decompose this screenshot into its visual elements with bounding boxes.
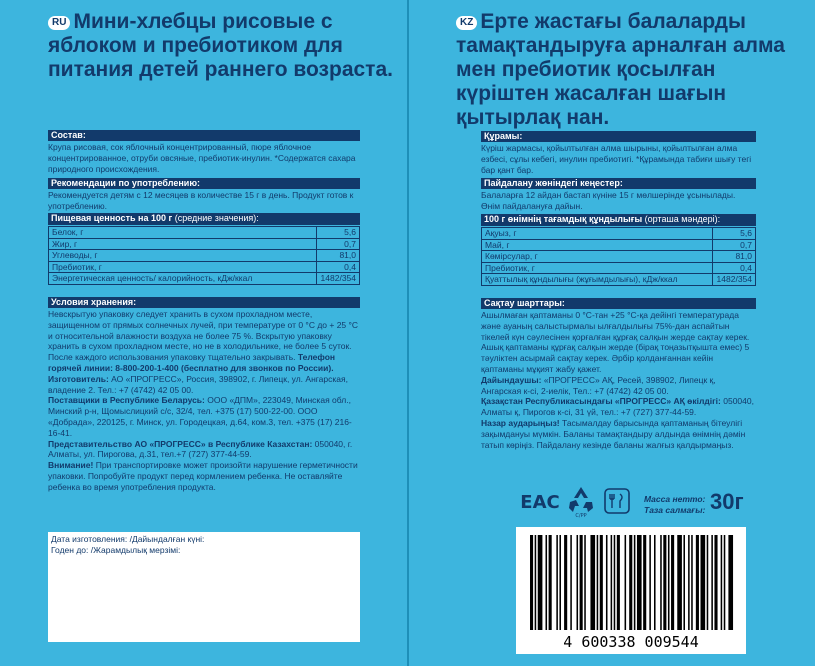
barcode-bar — [625, 535, 627, 630]
barcode-bar — [546, 535, 548, 630]
barcode-number: 4 600338 009544 — [563, 633, 699, 651]
kz-nutrition-header — [481, 214, 756, 226]
kz-producer-label: Дайындаушы: — [481, 374, 542, 385]
ru-nutrient-name: Углеводы, г — [49, 250, 317, 262]
barcode-bar — [688, 535, 690, 630]
ru-title — [48, 10, 398, 82]
mass-label-kz: Таза салмағы: — [644, 505, 706, 515]
barcode-bar — [629, 535, 632, 630]
ru-nutrient-value: 81,0 — [317, 250, 360, 262]
barcode-bar — [714, 535, 717, 630]
kz-nutrient-value: 5,6 — [713, 228, 756, 240]
kz-nutrient-value: 0,4 — [713, 262, 756, 274]
barcode-bar — [614, 535, 616, 630]
barcode-bar — [660, 535, 662, 630]
barcode-bar — [683, 535, 685, 630]
barcode-bar — [590, 535, 595, 630]
barcode-bar — [668, 535, 670, 630]
barcode-bar — [671, 535, 674, 630]
ru-warning-label: Внимание! — [48, 460, 94, 471]
kz-nutrient-name: Май, г — [482, 239, 713, 251]
kz-nutrition-row — [482, 228, 756, 240]
kz-storage-text: Ашылмаған қаптаманы 0 °С-тан +25 °С-қа дейінгі температурада және ауаның салыстырмалы ылғалдылығы 75%-дан аспайтын тікелей күн сәулесінен қорғалған құрғақ салқын жерде сақтау керек. Ашық қаптаманы құрғақ салқын жерде (бірақ тоңазытқышта емес) 5 тәуліктен асырмай сақтау керек. Әрбір қолданғаннан кейін қаптаманы мұқият жабу қажет. — [481, 310, 750, 374]
barcode-bar — [637, 535, 642, 630]
barcode-bar — [649, 535, 651, 630]
ru-nutrition-row — [49, 227, 360, 239]
ru-storage-text: Невскрытую упаковку следует хранить в сухом прохладном месте, защищенном от прямых солнечных лучей, при температуре от 0 °С до + 25 °С и относительной влажности воздуха не более 75 %. Вскрытую упаковку хранить в сухом прохладном месте, но не в холодильнике, не более 5 суток. После каждого использования упаковку тщательно закрывать. — [48, 309, 359, 363]
ru-composition-text: Крупа рисовая, сок яблочный концентрированный, пюре яблочное концентрированное, отруби овсяные, пребиотик-инулин. *Содержатся сахара природного происхождения. — [48, 142, 356, 174]
barcode-bar — [584, 535, 586, 630]
ru-storage-block — [48, 309, 360, 493]
barcode — [516, 527, 746, 654]
barcode-bar — [728, 535, 733, 630]
ru-nutrition-header — [48, 213, 360, 225]
barcode-bar — [691, 535, 693, 630]
kz-nutrient-name: Ақуыз, г — [482, 228, 713, 240]
barcode-bar — [654, 535, 656, 630]
ru-nutrition-table — [48, 226, 360, 285]
barcode-bar — [549, 535, 552, 630]
kz-nutrient-name: Пребиотик, г — [482, 262, 713, 274]
ru-hotline: Телефон горячей линии: 8-800-200-1-400 (бесплатно для звонков по России). — [48, 352, 336, 373]
ru-usage-header: Рекомендации по употреблению: — [48, 178, 360, 189]
barcode-bar — [677, 535, 682, 630]
barcode-bar — [556, 535, 558, 630]
ru-nutrition-row — [49, 250, 360, 262]
barcode-graphic — [516, 527, 746, 654]
kz-title — [456, 10, 806, 130]
barcode-bar — [711, 535, 713, 630]
barcode-bar — [707, 535, 709, 630]
ru-nutrition-title: Пищевая ценность на 100 г — [51, 213, 173, 223]
barcode-bar — [577, 535, 579, 630]
kz-nutrient-value: 81,0 — [713, 251, 756, 263]
kz-warning-label: Назар аударыңыз! — [481, 417, 560, 428]
kz-usage-text: Балаларға 12 айдан бастап күніне 15 г мөлшерінде ұсынылады. Өнім пайдалануға дайын. — [481, 190, 736, 211]
kz-rep-label: Қазақстан Республикасындағы «ПРОГРЕСС» АҚ өкілдігі: — [481, 396, 721, 407]
barcode-bar — [538, 535, 543, 630]
ru-usage-text: Рекомендуется детям с 12 месяцев в количестве 15 г в день. Продукт готов к употреблению. — [48, 190, 354, 211]
barcode-bar — [580, 535, 583, 630]
ru-belarus-text: ООО «ДПМ», 223049, Минская обл., Минский р-н, Щомыслицкий с/с, 32/4, тел. +375 (17) 500-22-00. ООО «Добрада», 220125, г. Минск, ул. Городецкая, д.64, ком.3, тел. +375 (17) 216-16-41. — [48, 395, 352, 438]
ru-belarus-label: Поставщики в Республике Беларусь: — [48, 395, 205, 406]
kz-nutrition-row — [482, 239, 756, 251]
kz-nutrient-name: Қуаттылық құндылығы (жұғымдылығы), кДж/ккал — [482, 274, 713, 286]
kz-nutrient-value: 1482/354 — [713, 274, 756, 286]
ru-nutrient-value: 0,4 — [317, 261, 360, 273]
mass-value: 30г — [710, 489, 744, 514]
barcode-bar — [634, 535, 636, 630]
barcode-bar — [564, 535, 567, 630]
recycle-icon — [566, 484, 596, 518]
kz-nutrition-row — [482, 251, 756, 263]
barcode-bar — [597, 535, 599, 630]
barcode-bar — [701, 535, 706, 630]
ru-kz-rep-text: 050040, г. Алматы, ул. Пирогова, д.31, тел.+7 (727) 377-44-59. — [48, 438, 353, 460]
kz-nutrition-title: 100 г өнімнің тағамдық құндылығы — [484, 214, 643, 224]
mass-label-ru: Масса нетто: — [644, 494, 706, 504]
ru-nutrient-name: Белок, г — [49, 227, 317, 239]
ru-nutrient-name: Жир, г — [49, 238, 317, 250]
ru-lang-badge: RU — [48, 16, 70, 30]
ru-manufacturer-label: Изготовитель: — [48, 373, 109, 384]
kz-nutrition-sub: (орташа мәндері): — [644, 214, 721, 224]
kz-warning-text: Тасымалдау барысында қаптаманың бітеулігі зақымдануы мүмкін. Баланы тамақтандыру алдында өнімнің дәмін татып көріңіз. Пайдалану кезінде баланы жалғыз қалдырмаңыз. — [481, 417, 746, 450]
kz-rep-text: 050040, Алматы қ, Пирогов к-сі, 31 үй, тел.: +7 (727) 377-44-59. — [481, 396, 754, 418]
kz-nutrient-value: 0,7 — [713, 239, 756, 251]
date-box — [48, 532, 360, 642]
kz-nutrient-name: Көмірсулар, г — [482, 251, 713, 263]
kz-storage-header: Сақтау шарттары: — [481, 298, 756, 309]
barcode-bar — [663, 535, 666, 630]
barcode-bar — [611, 535, 613, 630]
ru-nutrition-row — [49, 238, 360, 250]
ru-warning-text: При транспортировке может произойти нарушение герметичности упаковки. Попробуйте продукт перед кормлением ребенка. Не оставляйте ребенка во время употребления продукта. — [48, 460, 358, 492]
barcode-bar — [600, 535, 603, 630]
kz-lang-badge: KZ — [456, 16, 477, 30]
barcode-bar — [617, 535, 620, 630]
barcode-bar — [606, 535, 608, 630]
ru-storage-header: Условия хранения: — [48, 297, 360, 308]
ru-nutrition-row — [49, 273, 360, 285]
date-best-label: Годен до: /Жарамдылық мерзімі: — [51, 544, 181, 555]
cpp-mark-text: C/PP — [575, 513, 587, 519]
kz-nutrition-table — [481, 227, 756, 286]
ru-nutrient-name: Пребиотик, г — [49, 261, 317, 273]
barcode-bar — [643, 535, 646, 630]
ru-nutrient-value: 1482/354 — [317, 273, 360, 285]
ru-nutrition-row — [49, 261, 360, 273]
ru-title-text: Мини-хлебцы рисовые с яблоком и пребиотиком для питания детей раннего возраста. — [48, 10, 393, 81]
eac-mark-icon — [520, 486, 560, 514]
eac-mark-text: EAC — [520, 492, 560, 513]
food-contact-icon — [603, 487, 631, 515]
ru-nutrient-value: 5,6 — [317, 227, 360, 239]
kz-title-text: Ерте жастағы балаларды тамақтандыруға арналған алма мен пребиотик қосылған күріштен жасалған шағын қытырлақ нан. — [456, 10, 785, 129]
kz-usage-header: Пайдалану жөніндегі кеңестер: — [481, 178, 756, 189]
barcode-bar — [535, 535, 537, 630]
mass-label — [644, 494, 705, 516]
barcode-bar — [559, 535, 561, 630]
kz-composition-text: Күріш жармасы, қойылтылған алма шырыны, қойылтылған алма езбесі, сұлы кебегі, инулин пребиотигі. *Құрамында табиғи шығу тегі бар қант бар. — [481, 143, 752, 175]
barcode-bar — [530, 535, 533, 630]
ru-kz-rep-label: Представительство АО «ПРОГРЕСС» в Республике Казахстан: — [48, 438, 313, 449]
ru-manufacturer-text: АО «ПРОГРЕСС», Россия, 398902, г. Липецк, ул. Ангарская, владение 2. Тел.: +7 (4742) 42 05 00. — [48, 373, 348, 395]
kz-nutrition-row — [482, 274, 756, 286]
ru-nutrient-name: Энергетическая ценность/ калорийность, кДж/ккал — [49, 273, 317, 285]
kz-composition-header: Құрамы: — [481, 131, 756, 142]
barcode-bar — [570, 535, 572, 630]
ru-nutrient-value: 0,7 — [317, 238, 360, 250]
ru-composition-header: Состав: — [48, 130, 360, 141]
ru-nutrition-sub: (средние значения): — [174, 213, 259, 223]
kz-storage-block — [481, 310, 756, 450]
barcode-bar — [696, 535, 699, 630]
barcode-bar — [724, 535, 726, 630]
date-made-label: Дата изготовления: /Дайындалған күні: — [51, 534, 205, 544]
kz-producer-text: «ПРОГРЕСС» АҚ, Ресей, 398902, Липецк қ, Ангарская к-сі, 2-иелік, Тел.: +7 (4742) 42 05 00. — [481, 374, 716, 396]
kz-nutrition-row — [482, 262, 756, 274]
barcode-bar — [721, 535, 723, 630]
